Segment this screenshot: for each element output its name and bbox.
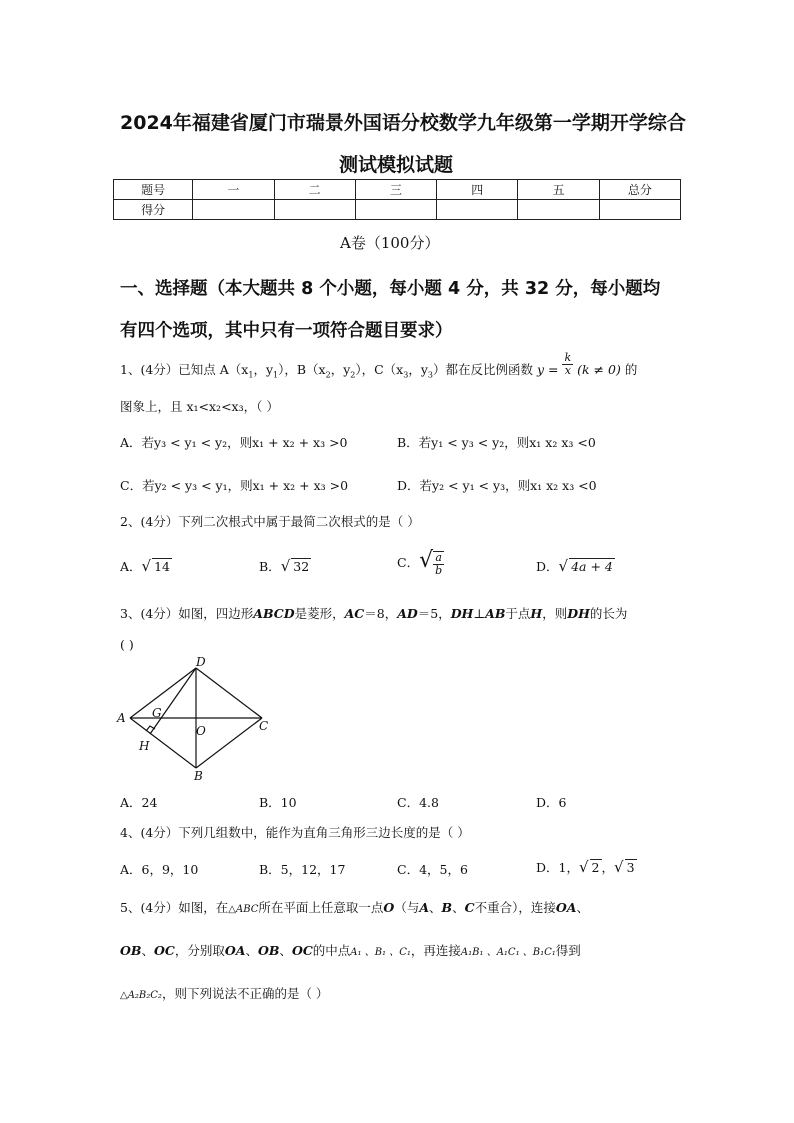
question-5-stem-line-1: [120, 898, 589, 916]
score-input-cell[interactable]: [193, 200, 274, 220]
q4-option-label: D．1，: [536, 860, 579, 875]
q4-option-a[interactable]: A．6，9，10: [120, 862, 199, 877]
q3-text: DH: [450, 606, 474, 621]
q1-option-a[interactable]: A．若y₃ < y₁ < y₂，则x₁ + x₂ + x₃ >0: [120, 435, 348, 450]
q5-math: A₁ 、B₁ 、C₁: [350, 947, 411, 958]
question-4-stem: 4、(4分）下列几组数中，能作为直角三角形三边长度的是（ ）: [120, 825, 470, 840]
q4-option-d[interactable]: [536, 858, 637, 876]
q1-text: ，y: [330, 362, 351, 377]
label-c: C: [259, 719, 269, 733]
q5-math: △ABC: [228, 904, 259, 915]
q5-text: 、: [429, 900, 442, 915]
q2-fraction-denominator: b: [435, 563, 443, 577]
question-1-stem-line-1: 1、(4分）已知点 $A(x_1$，$y_1$），$B(x_2$，$y_2$），$C(x_3$，$y_3$）都在反比例函数 y = $\frac{k}{x}$ (k ≠ 0) 的: [120, 351, 638, 380]
edge-cb: [196, 718, 262, 768]
right-angle-mark: [146, 726, 155, 731]
score-input-cell[interactable]: [599, 200, 680, 220]
q3-option-c[interactable]: C．4.8: [397, 795, 439, 810]
question-1-stem-line-2: 图象上，且 x₁<x₂<x₃，（ ）: [120, 399, 279, 414]
title-line-1: 2024年福建省厦门市瑞景外国语分校数学九年级第一学期开学综合: [120, 112, 686, 134]
q1-condition: (k ≠ 0): [577, 362, 621, 377]
q3-text: ，则: [542, 606, 568, 621]
q5-math: OB: [120, 943, 142, 958]
q5-text: ，则下列说法不正确的是（ ）: [161, 986, 329, 1001]
q2-option-a[interactable]: [120, 557, 172, 575]
score-input-cell[interactable]: [518, 200, 599, 220]
q1-fraction-denominator: x: [564, 364, 571, 377]
q1-function-lhs: y =: [536, 362, 559, 377]
q2-radicand: 32: [293, 559, 310, 574]
q5-text: 所在平面上任意取一点: [258, 900, 384, 915]
q3-text: 3、(4分）如图，四边形: [120, 606, 254, 621]
q5-text: ，再连接: [410, 943, 461, 958]
q1-text: ，y: [253, 362, 273, 377]
q1-text: 的: [624, 362, 638, 377]
sqrt-icon: √: [419, 548, 434, 573]
score-table-cell: 题号: [114, 180, 193, 200]
q5-text: 5、(4分）如图，在: [120, 900, 229, 915]
q1-text: ）都在反比例函数: [432, 362, 533, 377]
label-d: D: [196, 655, 206, 669]
sqrt-icon: √: [614, 858, 624, 876]
q3-text: 的长为: [589, 606, 628, 621]
q2-option-label: C．: [397, 555, 420, 570]
q3-text: 于点: [505, 606, 531, 621]
q3-text: ＝5，: [417, 606, 451, 621]
q1-fraction-numerator: k: [564, 351, 572, 364]
q5-math: A₁B₁ 、A₁C₁ 、B₁C₁: [460, 947, 556, 958]
score-input-cell[interactable]: [437, 200, 518, 220]
q5-math: OC: [291, 943, 313, 958]
q2-radicand: 4a + 4: [571, 559, 613, 574]
q3-text: ＝8，: [364, 606, 398, 621]
score-table-row-label: 得分: [114, 200, 193, 220]
sqrt-icon: √: [558, 557, 569, 575]
q3-text: AB: [485, 606, 506, 621]
question-5-stem-line-3: [120, 984, 328, 1002]
q3-option-b[interactable]: B．10: [259, 795, 297, 810]
score-table-cell: 三: [355, 180, 436, 200]
title-line-2: 测试模拟试题: [339, 154, 454, 176]
score-table-cell: 二: [274, 180, 355, 200]
q3-text: H: [530, 606, 543, 621]
q2-option-label: B．: [259, 559, 281, 574]
q2-option-label: A．: [120, 559, 142, 574]
q4-radicand: 3: [626, 860, 635, 875]
q3-text: ⊥: [473, 606, 486, 621]
q3-text: AD: [397, 606, 418, 621]
score-table-cell: 总分: [599, 180, 680, 200]
q1-option-c[interactable]: C．若y₂ < y₃ < y₁，则x₁ + x₂ + x₃ >0: [120, 478, 349, 493]
q3-option-d[interactable]: D．6: [536, 795, 567, 810]
q1-option-b[interactable]: B．若y₁ < y₃ < y₂，则x₁ x₂ x₃ <0: [397, 435, 596, 450]
q2-option-d[interactable]: [536, 557, 615, 575]
q5-math: OA: [555, 900, 577, 915]
label-o: O: [196, 724, 206, 738]
q5-text: 、: [576, 900, 589, 915]
q5-text: 、: [279, 943, 292, 958]
q5-text: 、: [452, 900, 465, 915]
q1-text: ），C（x: [355, 362, 404, 377]
edge-ad: [130, 668, 196, 718]
q2-radicand: 14: [154, 559, 170, 574]
q5-text: 的中点: [312, 943, 351, 958]
q4-option-b[interactable]: B．5，12，17: [259, 862, 346, 877]
q5-math: A: [419, 900, 430, 915]
q5-text: 得到: [555, 943, 581, 958]
q5-math: OA: [224, 943, 246, 958]
q4-option-c[interactable]: C．4，5，6: [397, 862, 468, 877]
q2-option-label: D．: [536, 559, 559, 574]
q2-option-b[interactable]: [259, 557, 311, 575]
q5-math: △A₂B₂C₂: [120, 990, 162, 1001]
score-table-cell: 五: [518, 180, 599, 200]
q2-fraction: [433, 551, 444, 577]
q5-text: （与: [394, 900, 420, 915]
q1-text: ，y: [408, 362, 428, 377]
score-table-cell: 一: [193, 180, 274, 200]
q5-math: OB: [257, 943, 280, 958]
q3-text: DH: [567, 606, 590, 621]
q5-math: C: [464, 900, 475, 915]
label-h: H: [139, 739, 150, 753]
section-1-heading-line-1: 一、选择题（本大题共 8 个小题，每小题 4 分，共 32 分，每小题均: [120, 279, 661, 299]
label-g: G: [152, 706, 162, 720]
q5-text: 、: [245, 943, 258, 958]
q5-math: B: [441, 900, 453, 915]
q5-math: O: [383, 900, 395, 915]
sqrt-icon: √: [141, 557, 152, 575]
score-input-cell[interactable]: [355, 200, 436, 220]
score-table-header-row: [114, 180, 681, 200]
sqrt-icon: √: [280, 557, 291, 575]
question-3-stem-line-2: ( ): [120, 637, 134, 652]
q3-text: ABCD: [253, 606, 295, 621]
sqrt-icon: √: [578, 858, 589, 876]
q3-text: 是菱形，: [294, 606, 345, 621]
question-3-stem-line-1: [120, 604, 627, 622]
q2-option-c[interactable]: [397, 548, 444, 577]
q1-option-d[interactable]: D．若y₂ < y₁ < y₃，则x₁ x₂ x₃ <0: [397, 478, 597, 493]
q5-math: OC: [153, 943, 175, 958]
q5-text: 、: [141, 943, 154, 958]
score-table-cell: 四: [437, 180, 518, 200]
score-table: [113, 179, 681, 220]
score-input-cell[interactable]: [274, 200, 355, 220]
section-1-heading-line-2: 有四个选项，其中只有一项符合题目要求）: [120, 321, 453, 341]
label-a: A: [117, 711, 126, 725]
q1-fraction: [562, 352, 573, 377]
question-2-stem: 2、(4分）下列二次根式中属于最简二次根式的是（ ）: [120, 514, 420, 529]
q1-text: 1、(4分）已知点 A（x: [120, 362, 249, 377]
q1-text: ），B（x: [278, 362, 326, 377]
edge-dc: [196, 668, 262, 718]
q3-option-a[interactable]: A．24: [120, 795, 158, 810]
q2-fraction-numerator: a: [433, 552, 444, 565]
q4-separator: ，: [601, 860, 615, 875]
q4-radicand: 2: [591, 860, 600, 875]
q5-text: ，分别取: [174, 943, 225, 958]
rhombus-figure: [112, 655, 282, 785]
q3-text: AC: [344, 606, 365, 621]
q5-text: 不重合），连接: [474, 900, 556, 915]
segment-dh: [150, 668, 196, 734]
paper-label: A卷（100分）: [340, 234, 440, 252]
label-b: B: [194, 769, 203, 783]
question-5-stem-line-2: [120, 941, 581, 959]
score-table-score-row: [114, 200, 681, 220]
